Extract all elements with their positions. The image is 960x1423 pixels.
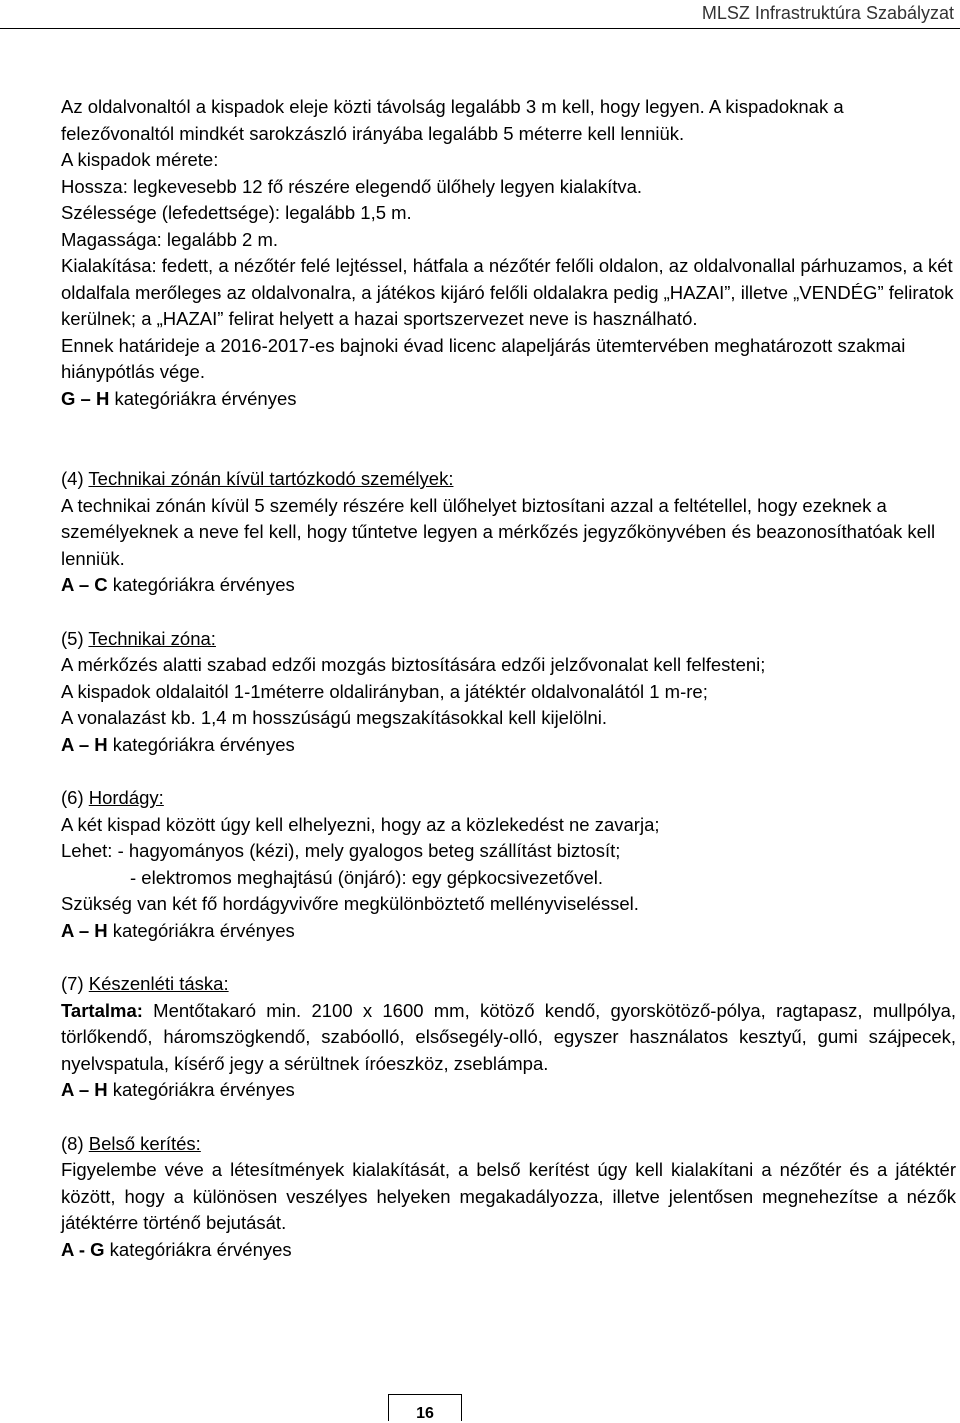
section-4 (61, 466, 956, 599)
section-line: Szükség van két fő hordágyvivőre megkülönböztető mellényviseléssel. (61, 893, 639, 914)
section-8 (61, 1131, 956, 1264)
section-7 (61, 971, 956, 1104)
intro-paragraph: Az oldalvonaltól a kispadok eleje közti távolság legalább 3 m kell, hogy legyen. A kispadoknak a felezővonaltól mindkét sarokzászló irányába legalább 5 méterre kell lenniük. (61, 96, 844, 144)
section-5 (61, 626, 956, 759)
section-line: A két kispad között úgy kell elhelyezni, hogy az a közlekedést ne zavarja; (61, 813, 660, 835)
section-line: A vonalazást kb. 1,4 m hosszúságú megszakításokkal kell kijelölni. (61, 707, 608, 728)
section-number: (7) (61, 973, 89, 994)
section-line: Lehet: - hagyományos (kézi), mely gyalogos beteg szállítást biztosít; (61, 840, 621, 861)
intro-line: A kispadok mérete: (61, 149, 219, 170)
category-range: A – H (61, 919, 108, 941)
section-heading (61, 626, 956, 653)
contents-label: Tartalma: (61, 999, 143, 1021)
page-content (61, 94, 956, 1263)
intro-paragraph: Ennek határideje a 2016-2017-es bajnoki évad licenc alapeljárás ütemtervében meghatározott szakmai hiánypótlás vége. (61, 334, 906, 382)
section-heading (61, 785, 956, 812)
section-heading (61, 971, 956, 998)
intro-line: Hossza: legkevesebb 12 fő részére elegendő ülőhely legyen kialakítva. (61, 175, 643, 197)
section-number: (4) (61, 468, 89, 489)
section-number: (6) (61, 787, 89, 808)
section-line-indented: - elektromos meghajtású (önjáró): egy gépkocsivezetővel. (130, 866, 604, 888)
category-note (61, 386, 956, 413)
category-note (61, 1077, 956, 1104)
category-range: A – C (61, 574, 108, 595)
section-body: Figyelembe véve a létesítmények kialakítását, a belső kerítést úgy kell kialakítani a nézőtér és a játéktér között, hogy a különösen veszélyes helyeken megakadályozza, illetve jelentősen megnehezítse a nézők játéktérre történő bejutását. (61, 1159, 956, 1233)
intro-paragraph: Kialakítása: fedett, a nézőtér felé lejtéssel, hátfala a nézőtér felőli oldalon, az oldalvonallal párhuzamos, a két oldalfala merőleges az oldalvonalra, a játékos kijáró felőli oldalakra pedig „HAZAI”, illetve „VENDÉG” feliratok kerülnek; a „HAZAI” felirat helyett a hazai sportszervezet neve is használható. (61, 255, 954, 329)
intro-line: Magassága: legalább 2 m. (61, 228, 278, 250)
running-header-title: MLSZ Infrastruktúra Szabályzat (701, 3, 954, 23)
category-text: kategóriákra érvényes (107, 733, 295, 755)
category-text: kategóriákra érvényes (109, 387, 297, 409)
section-heading (61, 466, 956, 493)
category-range: G – H (61, 387, 110, 409)
section-title: Technikai zóna: (88, 627, 216, 649)
section-6 (61, 785, 956, 944)
intro-line: Szélessége (lefedettsége): legalább 1,5 m. (61, 202, 412, 223)
section-title: Hordágy: (88, 787, 164, 808)
category-range: A - G (61, 1238, 105, 1260)
category-note (61, 1237, 956, 1264)
header-rule (0, 28, 960, 29)
category-text: kategóriákra érvényes (104, 1238, 292, 1260)
page-number: 16 (416, 1405, 434, 1422)
contents-text: Mentőtakaró min. 2100 x 1600 mm, kötöző kendő, gyorskötöző-pólya, ragtapasz, mullpólya, törlőkendő, háromszögkendő, szabóolló, elsősegély-olló, egyszer használatos kesztyű, gumi szájpecek, nyelvspatula, kísérő jegy a sérültnek íróeszköz, zseblámpa. (61, 999, 956, 1074)
section-title: Technikai zónán kívül tartózkodó személyek: (88, 468, 454, 489)
section-body: A technikai zónán kívül 5 személy részére kell ülőhelyet biztosítani azzal a feltétellel, hogy ezeknek a személyeknek a neve fel kell, hogy tűntetve legyen a mérkőzés jegyzőkönyvében és beazonosíthatóak kell lenniük. (61, 494, 936, 569)
category-range: A – H (61, 733, 108, 755)
page-number-box (388, 1394, 462, 1421)
category-note (61, 732, 956, 759)
category-text: kategóriákra érvényes (107, 574, 295, 595)
section-line: A mérkőzés alatti szabad edzői mozgás biztosítására edzői jelzővonalat kell felfesteni; (61, 654, 766, 675)
category-note (61, 918, 956, 945)
section-title: Készenléti táska: (88, 973, 229, 994)
category-text: kategóriákra érvényes (107, 919, 295, 941)
section-number: (8) (61, 1132, 89, 1154)
category-range: A – H (61, 1079, 108, 1100)
category-text: kategóriákra érvényes (107, 1079, 295, 1100)
section-line: A kispadok oldalaitól 1-1méterre oldalirányban, a játéktér oldalvonalától 1 m-re; (61, 680, 708, 702)
section-heading (61, 1131, 956, 1158)
category-note (61, 572, 956, 599)
intro-block (61, 94, 956, 412)
section-number: (5) (61, 627, 89, 649)
section-body (61, 998, 956, 1078)
section-title: Belső kerítés: (88, 1132, 201, 1154)
